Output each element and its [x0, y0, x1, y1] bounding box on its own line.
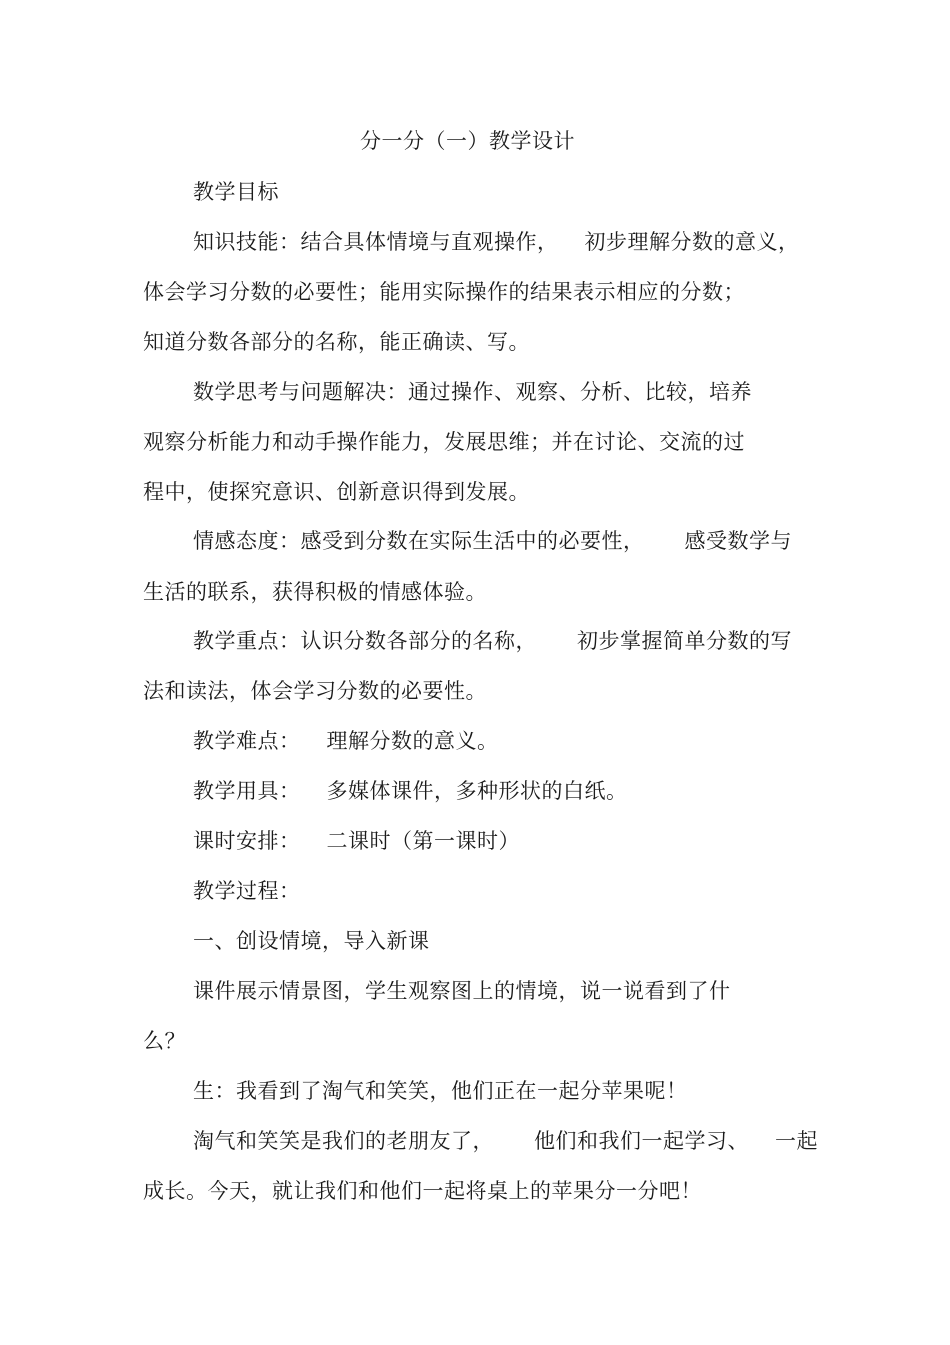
- paragraph-line: 数学思考与问题解决：通过操作、观察、分析、比较，培养: [193, 380, 752, 404]
- paragraph-line: 体会学习分数的必要性；能用实际操作的结果表示相应的分数；: [143, 280, 745, 304]
- paragraph-line: 成长。今天，就让我们和他们一起将桌上的苹果分一分吧！: [143, 1179, 702, 1203]
- text-segment: 感受数学与: [684, 529, 792, 553]
- paragraph-line: [193, 527, 792, 555]
- text-segment: 二课时（第一课时）: [326, 829, 520, 853]
- paragraph-line: 法和读法，体会学习分数的必要性。: [143, 679, 487, 703]
- section-heading-process: 教学过程：: [193, 879, 301, 903]
- paragraph-line: [193, 1127, 818, 1155]
- text-segment: 多媒体课件，多种形状的白纸。: [326, 779, 628, 803]
- paragraph-line: [193, 827, 520, 855]
- text-segment: 一起: [775, 1129, 818, 1153]
- paragraph-line: 生：我看到了淘气和笑笑，他们正在一起分苹果呢！: [193, 1079, 688, 1103]
- paragraph-line: 知道分数各部分的名称，能正确读、写。: [143, 330, 530, 354]
- text-segment: 初步理解分数的意义，: [584, 230, 800, 254]
- text-segment: 认识分数各部分的名称，: [300, 629, 537, 653]
- text-segment: 他们和我们一起学习、: [534, 1129, 749, 1153]
- label-segment: 教学难点：: [193, 729, 301, 753]
- label-segment: 课时安排：: [193, 829, 301, 853]
- text-segment: 感受到分数在实际生活中的必要性，: [300, 529, 645, 553]
- paragraph-line: 程中，使探究意识、创新意识得到发展。: [143, 480, 530, 504]
- document-title: 分一分（一）教学设计: [360, 129, 575, 153]
- text-segment: 知识技能：结合具体情境与直观操作，: [193, 230, 559, 254]
- section-heading-objectives: 教学目标: [193, 180, 279, 204]
- paragraph-line: [193, 777, 628, 805]
- paragraph-line: [193, 627, 792, 655]
- text-segment: 淘气和笑笑是我们的老朋友了，: [193, 1129, 494, 1153]
- label-segment: 教学重点：: [193, 629, 301, 653]
- paragraph-line: 么？: [143, 1029, 186, 1053]
- label-segment: 情感态度：: [193, 529, 301, 553]
- paragraph-line: 生活的联系，获得积极的情感体验。: [143, 580, 487, 604]
- text-segment: 理解分数的意义。: [326, 729, 499, 753]
- paragraph-line: [193, 228, 800, 256]
- paragraph-line: 观察分析能力和动手操作能力，发展思维；并在讨论、交流的过: [143, 430, 745, 454]
- section-heading-intro: 一、创设情境，导入新课: [193, 929, 430, 953]
- text-segment: 初步掌握简单分数的写: [577, 629, 792, 653]
- paragraph-line: [193, 727, 499, 755]
- label-segment: 教学用具：: [193, 779, 301, 803]
- paragraph-line: 课件展示情景图，学生观察图上的情境，说一说看到了什: [193, 979, 731, 1003]
